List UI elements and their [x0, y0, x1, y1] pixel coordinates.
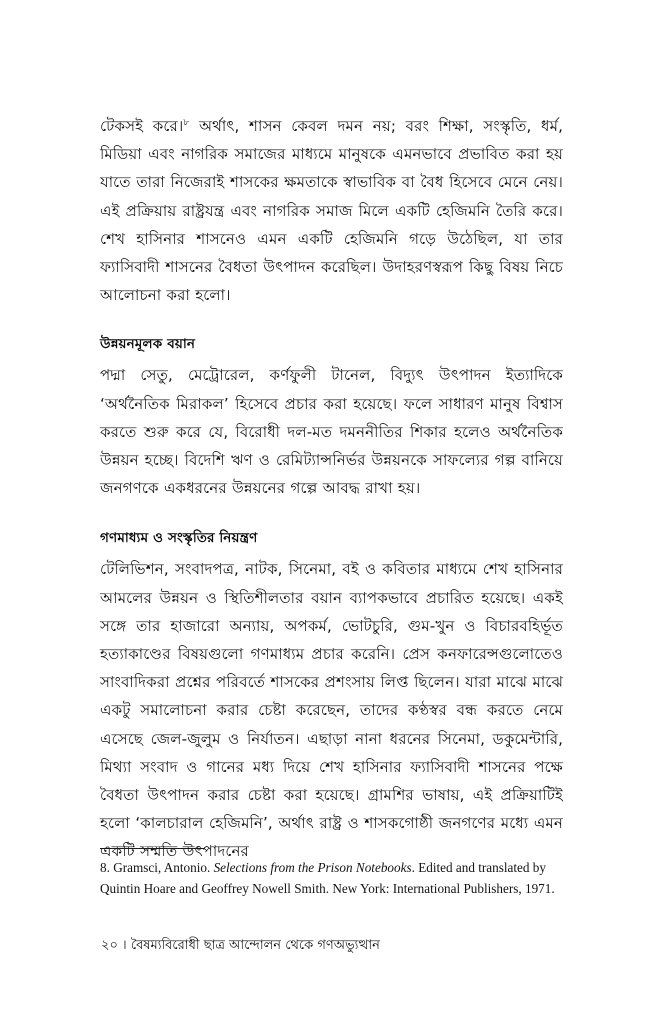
footnote-author: Gramsci, Antonio.	[109, 860, 214, 875]
paragraph-body-text: অর্থাৎ, শাসন কেবল দমন নয়; বরং শিক্ষা, সংস্কৃতি, ধর্ম, মিডিয়া এবং নাগরিক সমাজের মাধ্যমে মানুষকে এমনভাবে প্রভাবিত করা হয় যাতে তারা নিজেরাই শাসকের ক্ষমতাকে স্বাভাবিক বা বৈধ হিসেবে মেনে নেয়। এই প্রক্রিয়ায় রাষ্ট্রযন্ত্র এবং নাগরিক সমাজ মিলে একটি হেজিমনি তৈরি করে। শেখ হাসিনার শাসনেও এমন একটি হেজিমনি গড়ে উঠেছিল, যা তার ফ্যাসিবাদী শাসনের বৈধতা উৎপাদন করেছিল। উদাহরণস্বরূপ কিছু বিষয় নিচে আলোচনা করা হলো।	[100, 117, 563, 305]
page-body-content	[100, 112, 563, 866]
section-heading-development-narrative: উন্নয়নমূলক বয়ান	[100, 336, 196, 353]
footnote-entry	[100, 858, 563, 899]
running-footer-text: ২০ । বৈষম্যবিরোধী ছাত্র আন্দোলন থেকে গণঅভ্যুত্থান	[101, 938, 380, 953]
paragraph-lead-text: টেকসই করে।	[100, 117, 184, 135]
footnote-publication-details: . Edited and translated by Quintin Hoare and Geoffrey Nowell Smith. New York: International Publishers, 1971.	[100, 860, 555, 896]
footnote-section	[100, 848, 563, 899]
footnote-number: 8.	[100, 860, 110, 875]
paragraph-continuation	[100, 112, 563, 309]
footnote-separator-rule	[100, 848, 205, 849]
section-paragraph-media-culture-control: টেলিভিশন, সংবাদপত্র, নাটক, সিনেমা, বই ও কবিতার মাধ্যমে শেখ হাসিনার আমলের উন্নয়ন ও স্থিতিশীলতার বয়ান ব্যাপকভাবে প্রচারিত হয়েছে। একই সঙ্গে তার হাজারো অন্যায়, অপকর্ম, ভোটচুরি, গুম-খুন ও বিচারবহির্ভূত হত্যাকাণ্ডের বিষয়গুলো গণমাধ্যম প্রচার করেনি। প্রেস কনফারেন্সগুলোতেও সাংবাদিকরা প্রশ্নের পরিবর্তে শাসকের প্রশংসায় লিপ্ত ছিলেন। যারা মাঝে মাঝে একটু সমালোচনা করার চেষ্টা করেছেন, তাদের কণ্ঠস্বর বন্ধ করতে নেমে এসেছে জেল-জুলুম ও নির্যাতন। এছাড়া নানা ধরনের সিনেমা, ডকুমেন্টারি, মিথ্যা সংবাদ ও গানের মধ্য দিয়ে শেখ হাসিনার ফ্যাসিবাদী শাসনের পক্ষে বৈধতা উৎপাদন করার চেষ্টা করা হয়েছে। গ্রামশির ভাষায়, এই প্রক্রিয়াটিই হলো ‘কালচারাল হেজিমনি’, অর্থাৎ রাষ্ট্র ও শাসকগোষ্ঠী জনগণের মধ্যে এমন একটি সম্মতি উৎপাদনের	[100, 560, 563, 861]
footnote-title: Selections from the Prison Notebooks	[213, 860, 412, 875]
running-footer	[101, 936, 601, 956]
footnote-reference-marker: ৮	[183, 117, 190, 128]
section-paragraph-development-narrative: পদ্মা সেতু, মেট্রোরেল, কর্ণফুলী টানেল, বিদ্যুৎ উৎপাদন ইত্যাদিকে ‘অর্থনৈতিক মিরাকল’ হিসেবে প্রচার করা হয়েছে। ফলে সাধারণ মানুষ বিশ্বাস করতে শুরু করে যে, বিরোধী দল-মত দমননীতির শিকার হলেও অর্থনৈতিক উন্নয়ন হচ্ছে। বিদেশি ঋণ ও রেমিট্যান্সনির্ভর উন্নয়নকে সাফল্যের গল্প বানিয়ে জনগণকে একধরনের উন্নয়নের গল্পে আবদ্ধ রাখা হয়।	[100, 366, 563, 498]
section-heading-media-culture-control: গণমাধ্যম ও সংস্কৃতির নিয়ন্ত্রণ	[100, 530, 258, 547]
